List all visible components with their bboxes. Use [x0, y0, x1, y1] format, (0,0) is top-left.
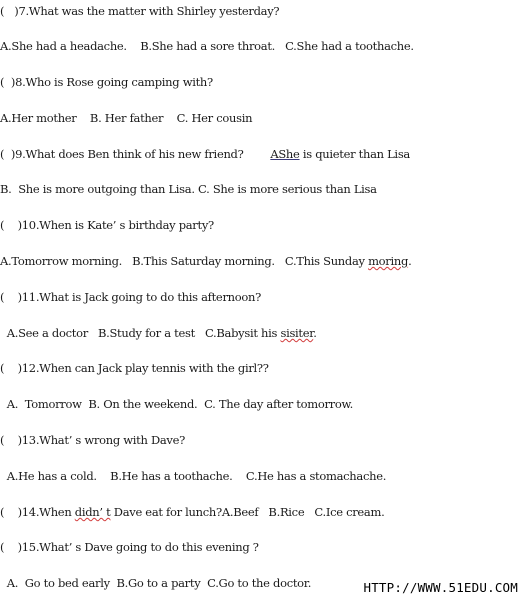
question-13: ( )13.What’ s wrong with Dave?: [0, 433, 185, 447]
question-7-options: A.She had a headache. B.She had a sore throat. C.She had a toothache.: [0, 39, 414, 53]
watermark-url: HTTP://WWW.51EDU.COM: [363, 580, 518, 595]
question-10-options: [0, 254, 411, 268]
question-9-options: B. She is more outgoing than Lisa. C. She is more serious than Lisa: [0, 182, 377, 196]
question-11: ( )11.What is Jack going to do this afternoon?: [0, 290, 261, 304]
grammar-error-mark: didn’ t: [74, 505, 111, 519]
question-11-options-end: .: [313, 326, 317, 340]
spelling-error-mark: sisiter: [280, 326, 314, 340]
question-14: [0, 505, 384, 519]
question-14-text-rest: Dave eat for lunch?A.Beef B.Rice C.Ice cream.: [110, 505, 385, 519]
question-11-options: [0, 326, 317, 340]
question-12-options: A. Tomorrow B. On the weekend. C. The day after tomorrow.: [0, 397, 354, 411]
question-7: ( )7.What was the matter with Shirley yesterday?: [0, 4, 280, 18]
question-9-option-a-rest: is quieter than Lisa: [299, 147, 410, 161]
question-10-options-text: A.Tomorrow morning. B.This Saturday morning. C.This Sunday: [0, 254, 369, 268]
question-9-option-a: AShe: [270, 147, 300, 161]
question-10-options-end: .: [408, 254, 412, 268]
question-9: [0, 147, 410, 161]
question-15: ( )15.What’ s Dave going to do this evening ?: [0, 540, 259, 554]
question-13-options: A.He has a cold. B.He has a toothache. C.He has a stomachache.: [0, 469, 387, 483]
question-11-options-text: A.See a doctor B.Study for a test C.Babysit his: [0, 326, 281, 340]
spelling-error-mark: moring: [368, 254, 409, 268]
question-8: ( )8.Who is Rose going camping with?: [0, 75, 213, 89]
question-10: ( )10.When is Kate’ s birthday party?: [0, 218, 214, 232]
question-12: ( )12.When can Jack play tennis with the girl??: [0, 361, 269, 375]
question-8-options: A.Her mother B. Her father C. Her cousin: [0, 111, 253, 125]
question-15-options: A. Go to bed early B.Go to a party C.Go to the doctor.: [0, 576, 312, 590]
question-14-text: ( )14.When: [0, 505, 75, 519]
question-9-text: ( )9.What does Ben think of his new friend?: [0, 147, 271, 161]
